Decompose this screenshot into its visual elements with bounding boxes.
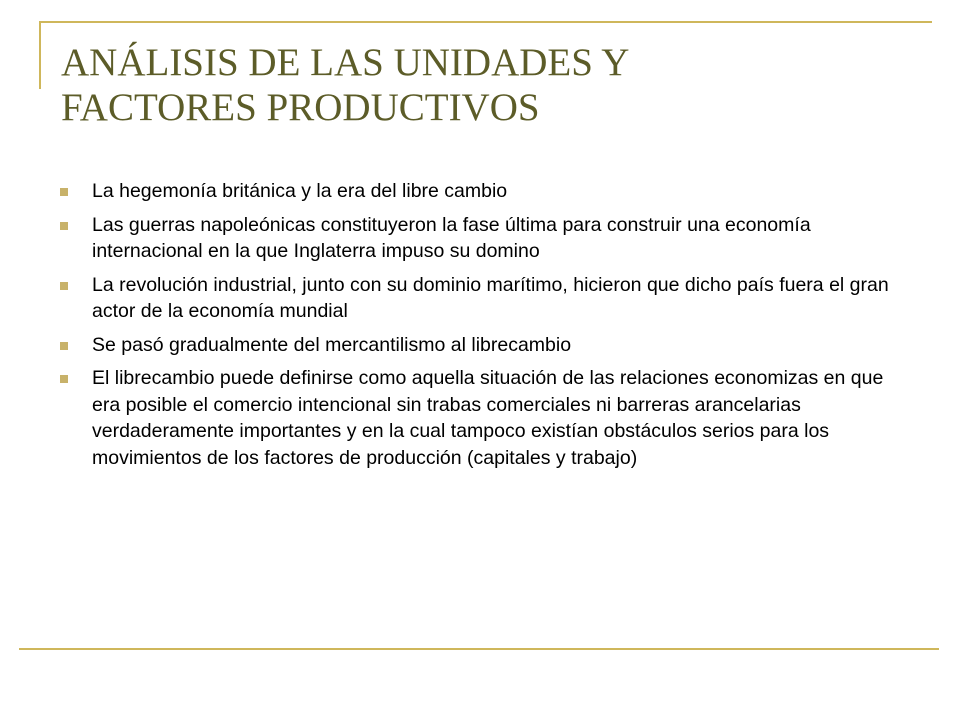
- bullet-list: [60, 178, 910, 478]
- bullet-text: El librecambio puede definirse como aquella situación de las relaciones economizas en que era posible el comercio intencional sin trabas comerciales ni barreras arancelarias verdaderamente importantes y en la cual tampoco existían obstáculos serios para los movimientos de los factores de producción (capitales y trabajo): [92, 367, 884, 469]
- square-bullet-icon: [60, 188, 68, 196]
- top-rule: [40, 21, 932, 23]
- bullet-text: La hegemonía británica y la era del libre cambio: [92, 180, 508, 202]
- title-line-1: ANÁLISIS DE LAS UNIDADES Y: [61, 41, 630, 84]
- bullet-item: [60, 212, 910, 265]
- bullet-text: La revolución industrial, junto con su dominio marítimo, hicieron que dicho país fuera el gran actor de la economía mundial: [92, 273, 889, 322]
- title-line-2: FACTORES PRODUCTIVOS: [61, 86, 540, 129]
- square-bullet-icon: [60, 282, 68, 290]
- square-bullet-icon: [60, 375, 68, 383]
- bottom-rule: [19, 648, 939, 650]
- bullet-item: [60, 178, 910, 205]
- left-rule: [39, 21, 41, 89]
- bullet-item: [60, 332, 910, 359]
- bullet-text: Las guerras napoleónicas constituyeron la fase última para construir una economía internacional en la que Inglaterra impuso su domino: [92, 213, 811, 262]
- slide-title: [61, 40, 921, 130]
- bullet-item: [60, 365, 910, 471]
- square-bullet-icon: [60, 342, 68, 350]
- bullet-text: Se pasó gradualmente del mercantilismo al librecambio: [92, 333, 572, 356]
- square-bullet-icon: [60, 222, 68, 230]
- bullet-item: [60, 272, 910, 325]
